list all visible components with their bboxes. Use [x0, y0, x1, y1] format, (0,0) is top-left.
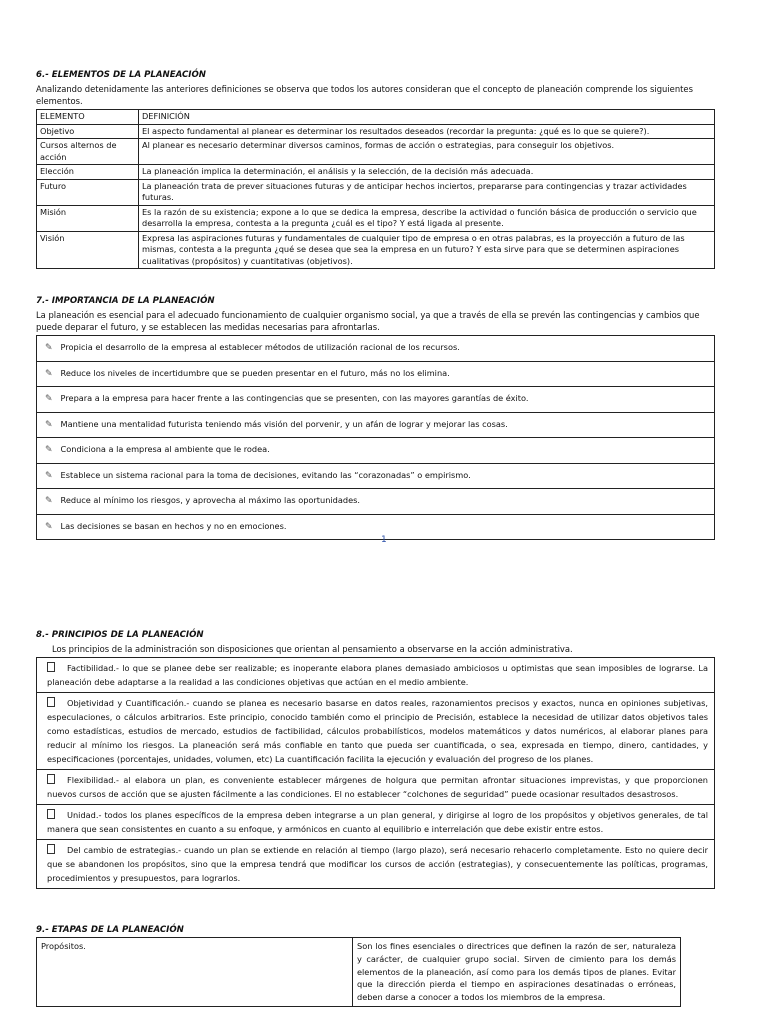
table-row: [37, 938, 681, 1007]
table-row: [37, 231, 715, 269]
element-definition: El aspecto fundamental al planear es determinar los resultados deseados (recordar la pregunta: ¿qué es lo que se quiere?).: [139, 124, 715, 139]
table-row: [37, 179, 715, 205]
list-item: [37, 387, 715, 413]
table-row: [37, 124, 715, 139]
checkbox-icon: [47, 844, 55, 854]
checkbox-icon: [47, 774, 55, 784]
section-6-title: 6.- ELEMENTOS DE LA PLANEACIÓN: [36, 70, 206, 80]
elements-table: [36, 109, 715, 269]
checkbox-icon: [47, 697, 55, 707]
list-item: [37, 770, 715, 805]
header-elemento: ELEMENTO: [37, 110, 139, 125]
list-item: [37, 514, 715, 540]
element-name: Cursos alternos de acción: [37, 139, 139, 165]
list-item-text: Mantiene una mentalidad futurista teniendo más visión del porvenir, y un afán de lograr y mejorar las cosas.: [60, 418, 508, 429]
section-7-intro: La planeación es esencial para el adecuado funcionamiento de cualquier organismo social, ya que a través de ella se prevén las contingencias y cambios que puede deparar el futuro, y se establecen las medidas necesarias para afrontarlas.: [36, 310, 700, 332]
pencil-icon: ✎: [45, 445, 53, 455]
list-item-text: Objetividad y Cuantificación.- cuando se planea es necesario basarse en datos reales, razonamientos precisos y exactos, nunca en opiniones subjetivas, especulaciones, o cálculos arbitrarios. Este principio, conocido también como el principio de Precisión, establece la necesidad de utilizar datos objetivos tales como estadísticas, estudios de mercado, estudios de factibilidad, cálculos probabilísticos, modelos matemáticos y datos numéricos, al elaborar planes para reducir al mínimo los riesgos. La planeación será más confiable en tanto que pueda ser cuantificada, o sea, expresada en tiempo, dinero, cantidades, y especificaciones (porcentajes, unidades, volumen, etc) La cuantificación facilita la ejecución y evaluación del progreso de los planes.: [47, 698, 708, 764]
pencil-icon: ✎: [45, 394, 53, 404]
element-definition: La planeación implica la determinación, el análisis y la selección, de la decisión más adecuada.: [139, 165, 715, 180]
list-item: [37, 412, 715, 438]
list-item: [37, 489, 715, 515]
list-item-text: Condiciona a la empresa al ambiente que le rodea.: [60, 444, 270, 454]
element-definition: Expresa las aspiraciones futuras y fundamentales de cualquier tipo de empresa o en otras palabras, es la proyección a futuro de las mismas, contesta a la pregunta ¿qué se desea que sea la empresa en un futuro? Y esta sirve para que se determinen aspiraciones cualitativas (propósitos) y cuantitativas (objetivos).: [139, 231, 715, 269]
principles-list: [36, 657, 715, 889]
stage-definition: Son los fines esenciales o directrices que definen la razón de ser, naturaleza y carácter, de cualquier grupo social. Sirven de cimiento para los demás elementos de la planeación, así como para los demás tipos de planes. Evitar que la dirección pierda el tiempo en aspiraciones desatinadas o erróneas, deben darse a conocer a todos los miembros de la empresa.: [353, 938, 681, 1007]
pencil-icon: ✎: [45, 368, 53, 379]
checkbox-icon: [47, 662, 55, 672]
section-8-intro: Los principios de la administración son disposiciones que orientan al pensamiento a observarse en la acción administrativa.: [52, 644, 573, 654]
section-9-title: 9.- ETAPAS DE LA PLANEACIÓN: [36, 925, 184, 935]
element-definition: Es la razón de su existencia; expone a lo que se dedica la empresa, describe la actividad o función básica de producción o servicio que desarrolla la empresa, contesta a la pregunta ¿cuál es el tipo? Y está ligada al presente.: [139, 205, 715, 231]
list-item-text: Flexibilidad.- al elabora un plan, es conveniente establecer márgenes de holgura que permitan afrontar situaciones imprevistas, y que proporcionen nuevos cursos de acción que se ajusten fácilmente a las condiciones. El no establecer “colchones de seguridad” puede ocasionar resultados desastrosos.: [47, 775, 708, 799]
element-name: Elección: [37, 165, 139, 180]
list-item: [37, 438, 715, 464]
element-name: Visión: [37, 231, 139, 269]
page-number: 1: [381, 535, 387, 545]
checkbox-icon: [47, 809, 55, 819]
pencil-icon: ✎: [45, 343, 53, 353]
list-item-text: Las decisiones se basan en hechos y no en emociones.: [60, 520, 287, 531]
list-item-text: Prepara a la empresa para hacer frente a las contingencias que se presenten, con las mayores garantías de éxito.: [60, 393, 529, 403]
element-name: Misión: [37, 205, 139, 231]
element-name: Futuro: [37, 179, 139, 205]
pencil-icon: ✎: [45, 419, 53, 430]
list-item-text: Establece un sistema racional para la toma de decisiones, evitando las “corazonadas” o empirismo.: [60, 469, 471, 480]
list-item-text: Reduce los niveles de incertidumbre que se pueden presentar en el futuro, más no los elimina.: [60, 367, 450, 378]
list-item: [37, 693, 715, 770]
list-item: [37, 463, 715, 489]
list-item: [37, 805, 715, 840]
stage-name: Propósitos.: [37, 938, 353, 1007]
list-item: [37, 361, 715, 387]
list-item-text: Unidad.- todos los planes específicos de la empresa deben integrarse a un plan general, y dirigirse al logro de los propósitos y objetivos generales, de tal manera que sean consistentes en cuanto a su enfoque, y armónicos en cuanto al equilibrio e interrelación que debe existir entre estos.: [47, 810, 708, 834]
section-8-title: 8.- PRINCIPIOS DE LA PLANEACIÓN: [36, 630, 204, 640]
list-item-text: Factibilidad.- lo que se planee debe ser realizable; es inoperante elabora planes demasiado ambiciosos u optimistas que sean imposibles de lograrse. La planeación debe adaptarse a la realidad a las condiciones objetivas que actúan en el medio ambiente.: [47, 663, 708, 687]
table-header-row: [37, 110, 715, 125]
section-6-intro: Analizando detenidamente las anteriores definiciones se observa que todos los autores consideran que el concepto de planeación comprende los siguientes elementos.: [36, 84, 693, 106]
importance-list: [36, 335, 715, 540]
list-item-text: Reduce al mínimo los riesgos, y aprovecha al máximo las oportunidades.: [60, 495, 360, 505]
list-item-text: Propicia el desarrollo de la empresa al establecer métodos de utilización racional de los recursos.: [60, 342, 460, 352]
table-row: [37, 205, 715, 231]
header-definicion: DEFINICIÓN: [139, 110, 715, 125]
list-item: [37, 840, 715, 889]
element-name: Objetivo: [37, 124, 139, 139]
table-row: [37, 139, 715, 165]
section-7-title: 7.- IMPORTANCIA DE LA PLANEACIÓN: [36, 296, 215, 306]
pencil-icon: ✎: [45, 521, 53, 532]
table-row: [37, 165, 715, 180]
stages-table: [36, 937, 681, 1007]
list-item: [37, 336, 715, 362]
list-item: [37, 658, 715, 693]
element-definition: Al planear es necesario determinar diversos caminos, formas de acción o estrategias, para conseguir los objetivos.: [139, 139, 715, 165]
list-item-text: Del cambio de estrategias.- cuando un plan se extiende en relación al tiempo (largo plazo), será necesario rehacerlo completamente. Esto no quiere decir que se abandonen los propósitos, sino que la empresa tendrá que modificar los cursos de acción (estrategias), y consecuentemente las políticas, programas, procedimientos y presupuestos, para lograrlos.: [47, 845, 708, 883]
pencil-icon: ✎: [45, 496, 53, 506]
element-definition: La planeación trata de prever situaciones futuras y de anticipar hechos inciertos, prepararse para contingencias y trazar actividades futuras.: [139, 179, 715, 205]
pencil-icon: ✎: [45, 470, 53, 481]
